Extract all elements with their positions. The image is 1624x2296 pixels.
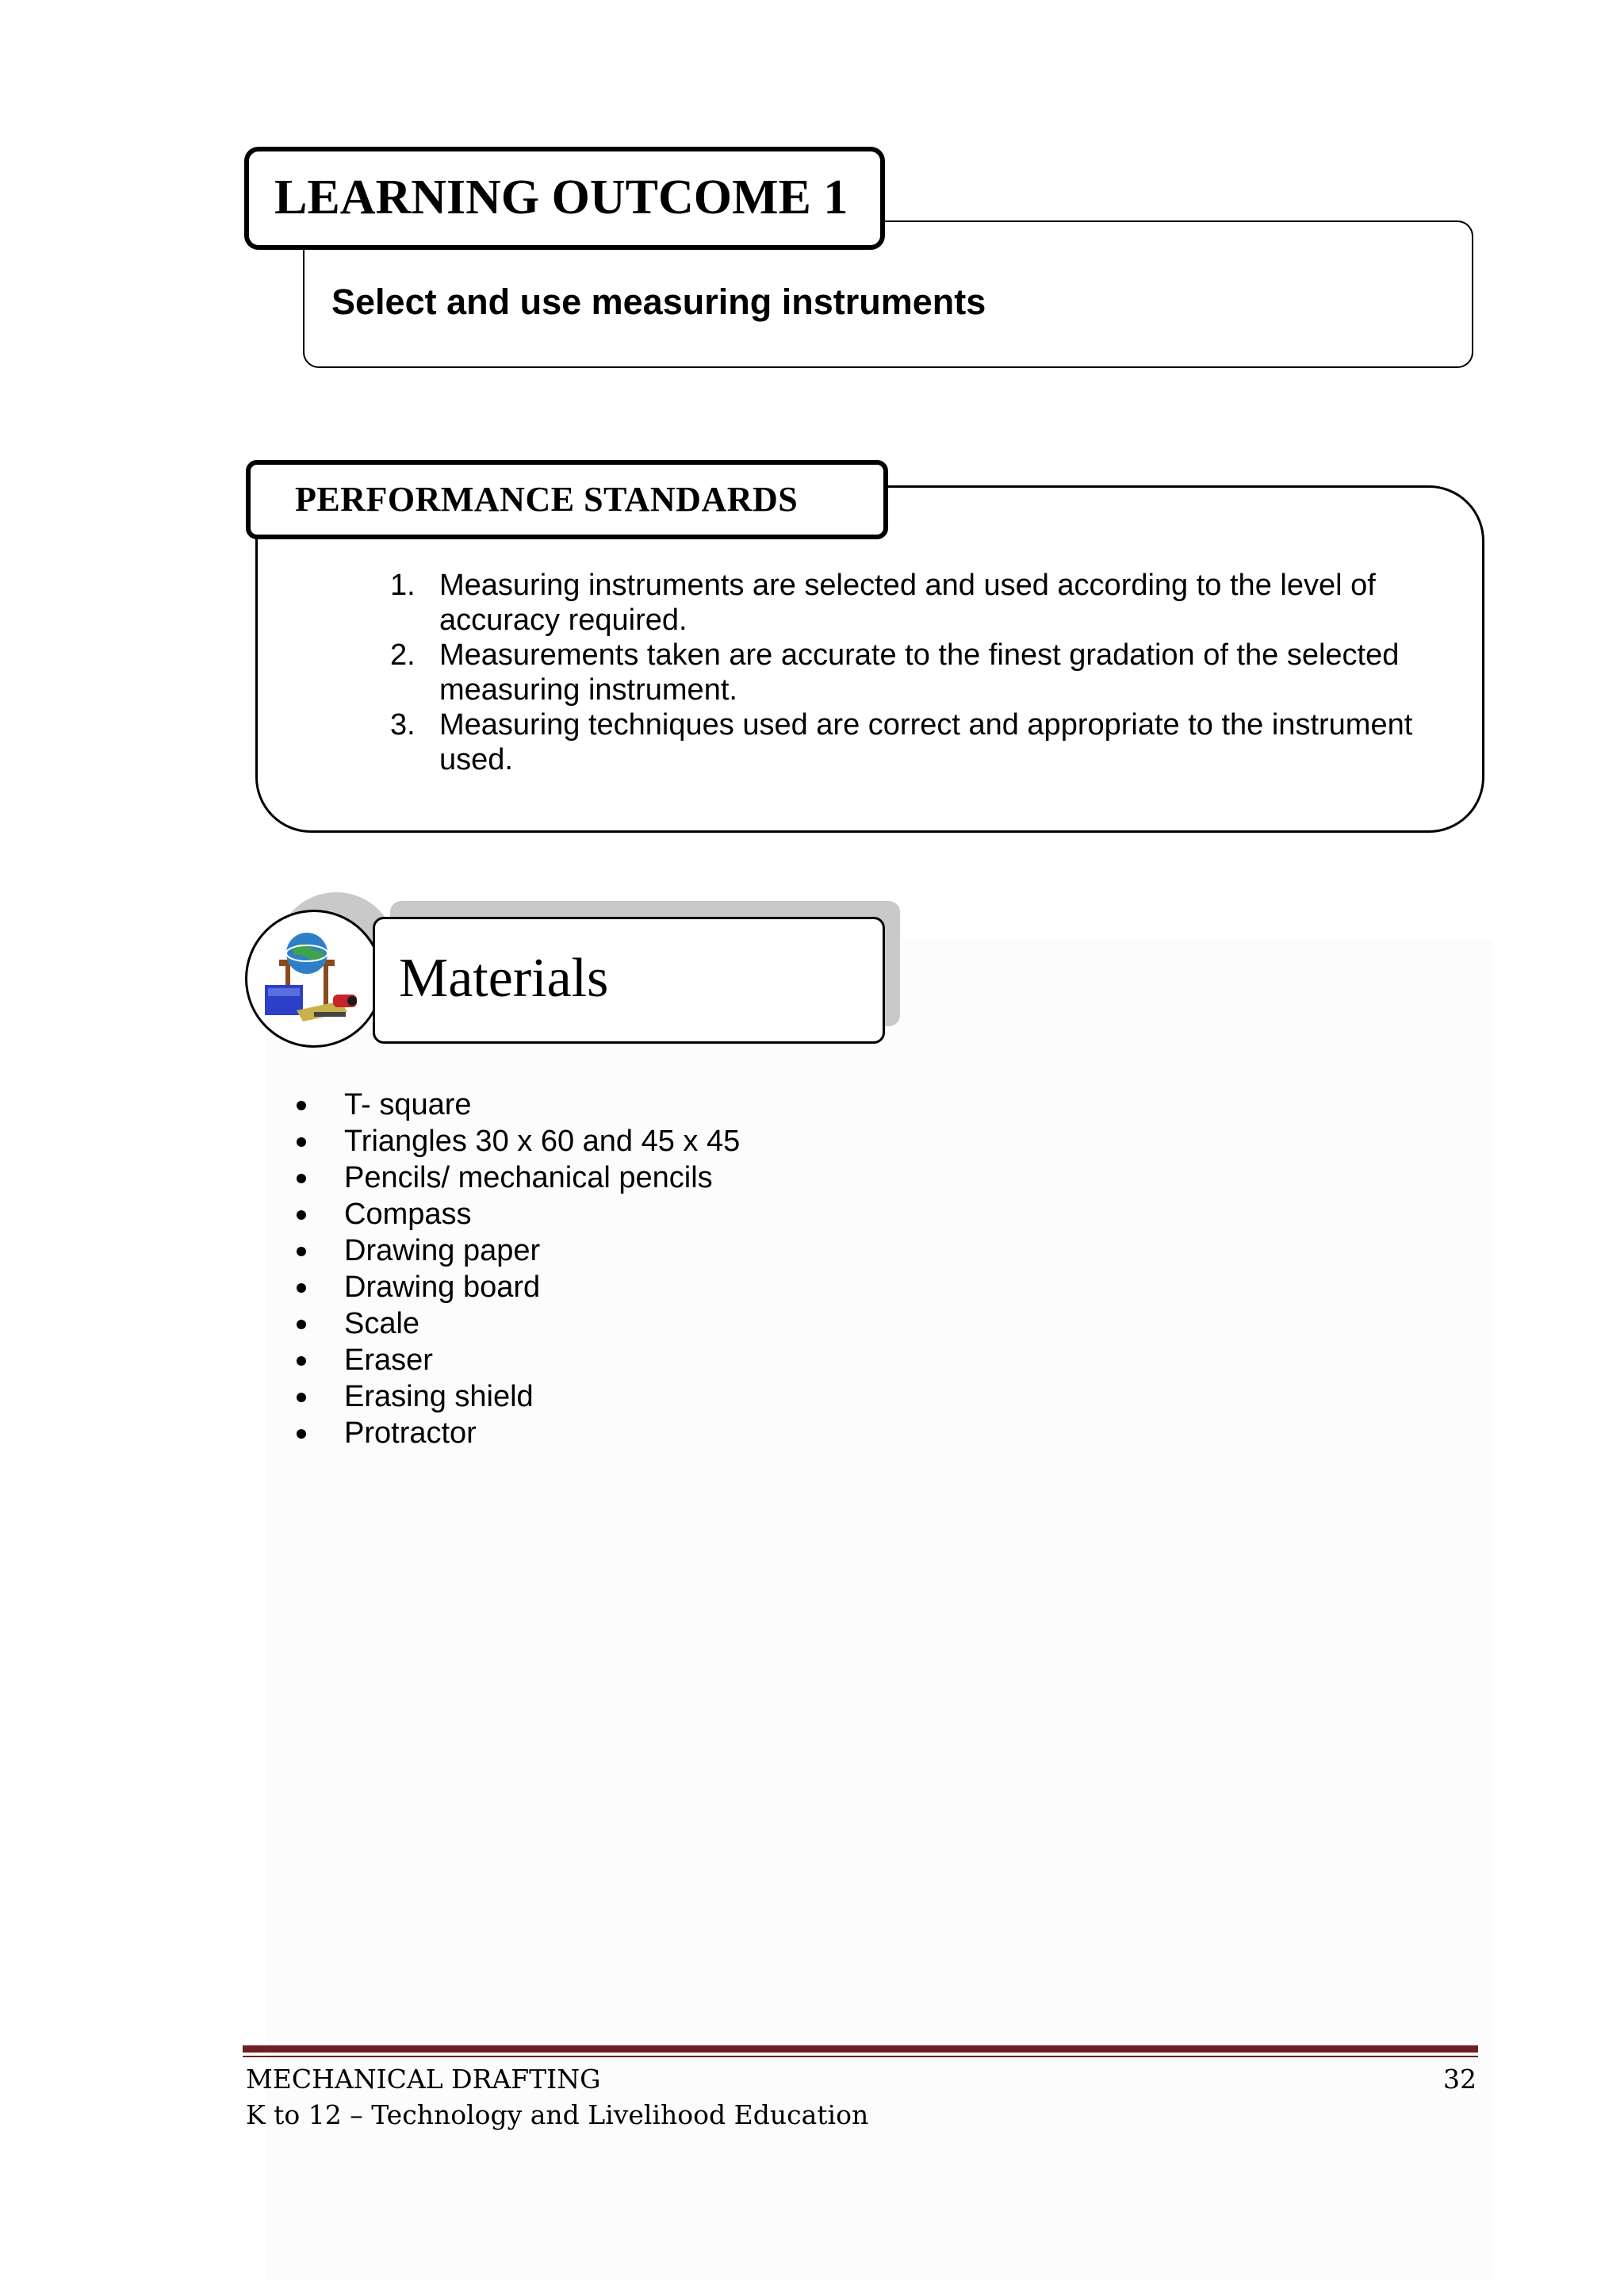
learning-outcome-subtitle: Select and use measuring instruments [331, 282, 986, 322]
footer-rule [243, 2045, 1478, 2053]
list-item: Eraser [292, 1342, 740, 1378]
list-item: Compass [292, 1196, 740, 1232]
list-item: Protractor [292, 1415, 740, 1451]
list-item: T- square [292, 1087, 740, 1123]
performance-standards-title: PERFORMANCE STANDARDS [246, 460, 888, 539]
footer-rule-thin [243, 2056, 1478, 2057]
standard-item: 1. Measuring instruments are selected and used according to the level of accuracy required. [390, 569, 1376, 637]
globe-tools-icon [245, 910, 383, 1048]
materials-title: Materials [373, 917, 885, 1044]
materials-list [292, 1087, 740, 1451]
page-number: 32 [1443, 2064, 1477, 2095]
list-item: Triangles 30 x 60 and 45 x 45 [292, 1123, 740, 1159]
footer-program: K to 12 – Technology and Livelihood Education [246, 2099, 869, 2130]
standard-item: 2. Measurements taken are accurate to the finest gradation of the selected measuring instrument. [390, 638, 1400, 707]
footer-course-title: MECHANICAL DRAFTING [246, 2064, 601, 2095]
list-item: Erasing shield [292, 1378, 740, 1415]
learning-outcome-title: LEARNING OUTCOME 1 [244, 147, 885, 250]
list-item: Pencils/ mechanical pencils [292, 1159, 740, 1196]
list-item: Scale [292, 1305, 740, 1342]
standard-item: 3. Measuring techniques used are correct and appropriate to the instrument used. [390, 708, 1413, 776]
performance-standards-list [385, 568, 1448, 777]
list-item: Drawing paper [292, 1232, 740, 1269]
list-item: Drawing board [292, 1269, 740, 1305]
